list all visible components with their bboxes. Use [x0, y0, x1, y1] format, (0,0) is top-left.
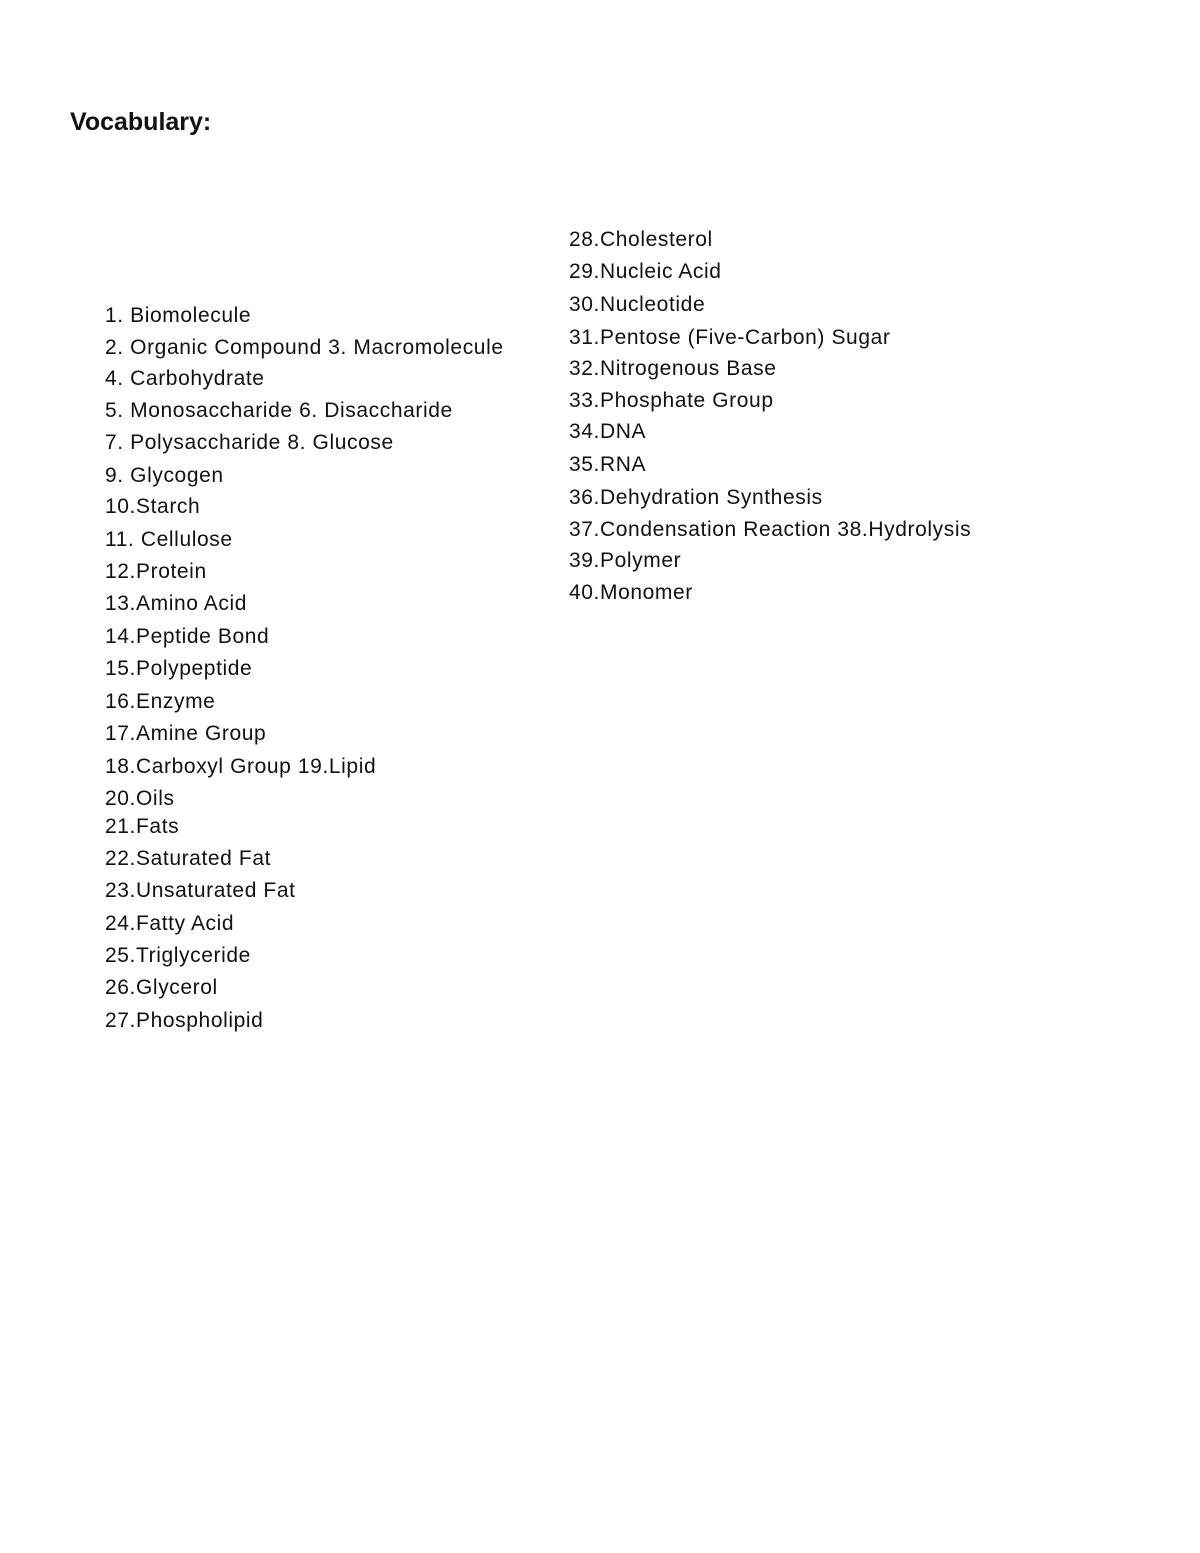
vocabulary-item: 17.Amine Group [105, 722, 267, 745]
vocabulary-item: 32.Nitrogenous Base [569, 357, 777, 380]
vocabulary-item: 4. Carbohydrate [105, 367, 265, 390]
vocabulary-item: 12.Protein [105, 560, 207, 583]
vocabulary-item: 1. Biomolecule [105, 304, 252, 327]
vocabulary-item: 18.Carboxyl Group 19.Lipid [105, 755, 377, 778]
vocabulary-item: 16.Enzyme [105, 690, 216, 713]
vocabulary-item: 34.DNA [569, 420, 647, 443]
vocabulary-item: 40.Monomer [569, 581, 693, 604]
vocabulary-item: 9. Glycogen [105, 464, 224, 487]
vocabulary-item: 7. Polysaccharide 8. Glucose [105, 431, 394, 454]
vocabulary-item: 37.Condensation Reaction 38.Hydrolysis [569, 518, 972, 541]
vocabulary-item: 33.Phosphate Group [569, 389, 774, 412]
page-title: Vocabulary: [70, 108, 212, 136]
vocabulary-item: 15.Polypeptide [105, 657, 253, 680]
vocabulary-item: 29.Nucleic Acid [569, 260, 722, 283]
vocabulary-item: 21.Fats [105, 815, 180, 838]
vocabulary-item: 24.Fatty Acid [105, 912, 235, 935]
vocabulary-item: 13.Amino Acid [105, 592, 248, 615]
vocabulary-item: 5. Monosaccharide 6. Disaccharide [105, 399, 453, 422]
vocabulary-item: 35.RNA [569, 453, 647, 476]
vocabulary-item: 30.Nucleotide [569, 293, 706, 316]
vocabulary-item: 20.Oils [105, 787, 175, 810]
vocabulary-item: 26.Glycerol [105, 976, 218, 999]
vocabulary-item: 14.Peptide Bond [105, 625, 270, 648]
vocabulary-item: 25.Triglyceride [105, 944, 251, 967]
vocabulary-item: 2. Organic Compound 3. Macromolecule [105, 336, 504, 359]
vocabulary-item: 22.Saturated Fat [105, 847, 272, 870]
vocabulary-item: 27.Phospholipid [105, 1009, 264, 1032]
vocabulary-item: 10.Starch [105, 495, 201, 518]
vocabulary-item: 28.Cholesterol [569, 228, 713, 251]
vocabulary-item: 39.Polymer [569, 549, 682, 572]
vocabulary-item: 31.Pentose (Five-Carbon) Sugar [569, 326, 891, 349]
vocabulary-item: 11. Cellulose [105, 528, 233, 551]
vocabulary-item: 23.Unsaturated Fat [105, 879, 296, 902]
vocabulary-item: 36.Dehydration Synthesis [569, 486, 823, 509]
